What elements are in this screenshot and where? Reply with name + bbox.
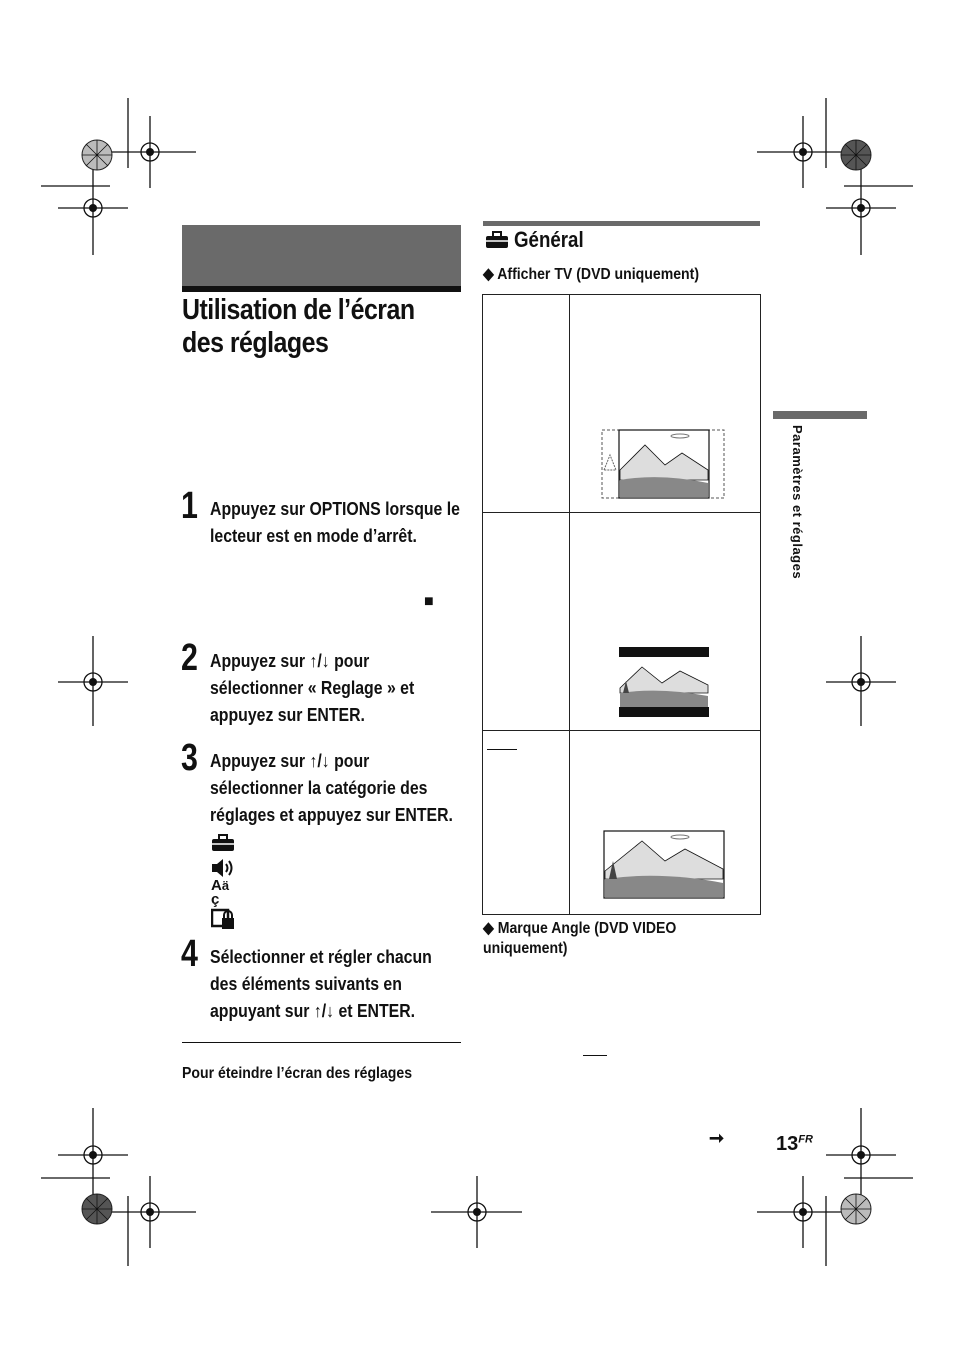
- step-1-line2: lecteur est en mode d’arrêt.: [210, 526, 417, 546]
- step-1-line1: Appuyez sur OPTIONS lorsque le: [210, 499, 460, 519]
- page-title-line2: des réglages: [182, 327, 329, 359]
- step-3-line2: sélectionner la catégorie des: [210, 778, 428, 798]
- page-title-line1: Utilisation de l’écran: [182, 294, 415, 326]
- step-3-number: 3: [181, 737, 198, 779]
- parental-lock-icon: [211, 908, 235, 930]
- letterbox-illustration: [570, 513, 760, 725]
- table-cell-illustration: [570, 731, 761, 915]
- side-tab-label: Paramètres et réglages: [790, 425, 805, 580]
- step-2-text: [210, 648, 465, 729]
- language-icon: Aä ç: [211, 877, 230, 908]
- step-4-line2: des éléments suivants en: [210, 974, 402, 994]
- step-1-number: 1: [181, 485, 198, 527]
- step-2-number: 2: [181, 637, 198, 679]
- underline-mark: [487, 749, 517, 750]
- underline-mark: [583, 1055, 607, 1056]
- table-cell-label: [483, 295, 570, 513]
- item-marque-angle: [483, 919, 747, 959]
- step-2-line3: appuyez sur ENTER.: [210, 705, 365, 725]
- step-4-line3: appuyant sur ↑/↓ et ENTER.: [210, 1001, 416, 1021]
- page-number-value: 13: [776, 1133, 799, 1155]
- continue-arrow-icon: ➞: [709, 1128, 725, 1148]
- side-tab-bar: [773, 411, 867, 419]
- divider: [182, 1042, 461, 1043]
- footer-heading: Pour éteindre l’écran des réglages: [182, 1065, 413, 1082]
- toolbox-icon: [485, 231, 509, 249]
- item-marque-angle-line2: uniquement): [483, 940, 568, 957]
- speaker-icon: [211, 858, 235, 878]
- table-cell-label: [483, 513, 570, 731]
- item-afficher-tv: ◆ Afficher TV (DVD uniquement): [483, 266, 700, 283]
- table-cell-illustration: [570, 295, 761, 513]
- step-4-text: [210, 944, 465, 1025]
- section-title: Général: [514, 227, 584, 252]
- page-number-suffix: FR: [798, 1133, 813, 1146]
- step-1-text: [210, 496, 465, 550]
- page-number: [776, 1133, 813, 1156]
- item-marque-angle-line1: ◆ Marque Angle (DVD VIDEO: [483, 920, 677, 937]
- tv-type-table: [482, 294, 761, 915]
- step-4-number: 4: [181, 933, 198, 975]
- title-banner: [182, 225, 461, 292]
- stop-icon: ■: [424, 593, 434, 610]
- step-2-line1: Appuyez sur ↑/↓ pour: [210, 651, 370, 671]
- section-bar: [483, 221, 760, 226]
- step-3-line3: réglages et appuyez sur ENTER.: [210, 805, 453, 825]
- pan-scan-illustration: [570, 295, 760, 507]
- wide-illustration: [570, 731, 760, 909]
- step-3-line1: Appuyez sur ↑/↓ pour: [210, 751, 370, 771]
- page-title: [182, 294, 431, 360]
- table-cell-illustration: [570, 513, 761, 731]
- step-4-line1: Sélectionner et régler chacun: [210, 947, 432, 967]
- step-2-line2: sélectionner « Reglage » et: [210, 678, 415, 698]
- step-3-text: [210, 748, 465, 829]
- table-cell-label: [483, 731, 570, 915]
- toolbox-icon: [211, 834, 235, 852]
